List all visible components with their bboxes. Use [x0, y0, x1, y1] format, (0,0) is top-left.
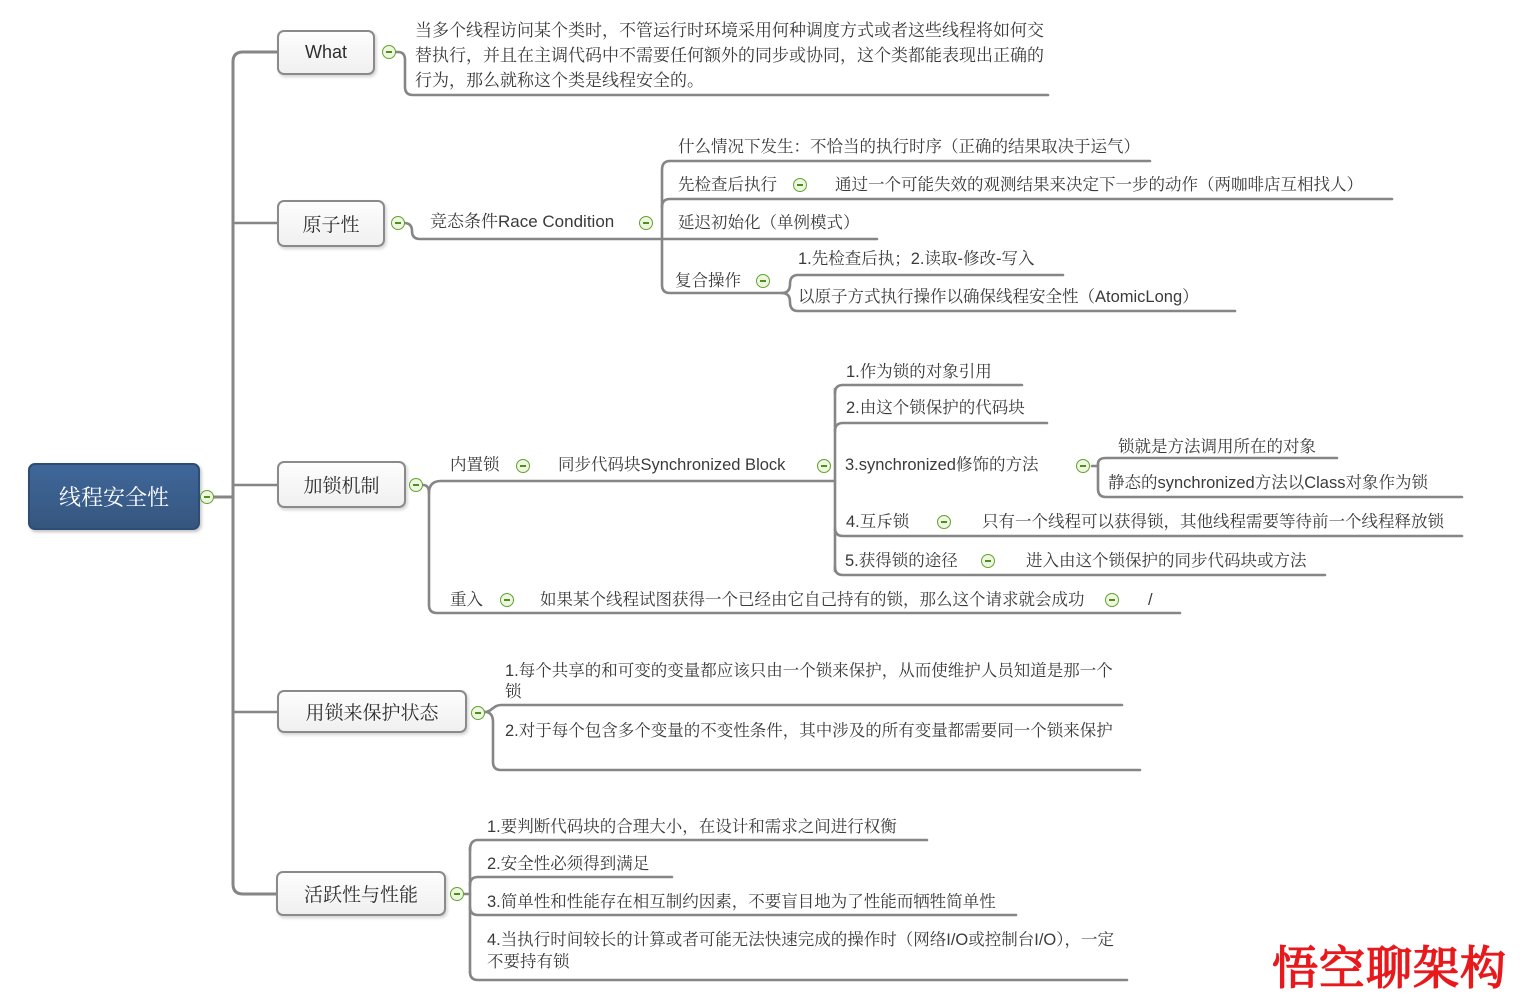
watermark-wukong: 悟空聊架构 — [1272, 942, 1507, 994]
topic-lazy-init[interactable]: 延迟初始化（单例模式） — [678, 214, 860, 232]
topic-compound-kinds[interactable]: 1.先检查后执；2.读取-修改-写入 — [798, 250, 1035, 268]
collapse-icon-reentrancy[interactable] — [500, 593, 514, 607]
topic-guarded-code-block[interactable]: 2.由这个锁保护的代码块 — [846, 399, 1025, 417]
collapse-icon-race-condition[interactable] — [639, 216, 653, 230]
topic-liveness-p1[interactable]: 1.要判断代码块的合理大小，在设计和需求之间进行权衡 — [487, 818, 897, 836]
topic-lock-object-ref[interactable]: 1.作为锁的对象引用 — [846, 363, 992, 381]
collapse-icon-intrinsic-lock[interactable] — [516, 459, 530, 473]
topic-locking[interactable]: 加锁机制 — [277, 461, 406, 508]
collapse-icon-synchronized-block[interactable] — [817, 459, 831, 473]
topic-mutex-lock-desc[interactable]: 只有一个线程可以获得锁，其他线程需要等待前一个线程释放锁 — [982, 513, 1444, 531]
topic-compound-atomic[interactable]: 以原子方式执行操作以确保线程安全性（AtomicLong） — [798, 288, 1199, 306]
topic-acquire-lock-way-desc[interactable]: 进入由这个锁保护的同步代码块或方法 — [1026, 552, 1307, 570]
topic-liveness-p4[interactable]: 4.当执行时间较长的计算或者可能无法快速完成的操作时（网络I/O或控制台I/O），一定不要持有锁 — [487, 931, 1115, 971]
topic-what-desc[interactable]: 当多个线程访问某个类时，不管运行时环境采用何种调度方式或者这些线程将如何交替执行，并且在主调代码中不需要任何额外的同步或协同，这个类都能表现出正确的行为，那么就称这个类是线程安全的。 — [415, 21, 1044, 90]
topic-guard-rule-1[interactable]: 1.每个共享的和可变的变量都应该只由一个锁来保护，从而使维护人员知道是那一个锁 — [505, 662, 1113, 701]
collapse-icon-acquire-lock-way[interactable] — [981, 554, 995, 568]
topic-acquire-lock-way[interactable]: 5.获得锁的途径 — [845, 552, 958, 570]
collapse-icon-liveness[interactable] — [450, 887, 464, 901]
collapse-icon-root[interactable] — [200, 490, 214, 504]
topic-reentrancy-desc[interactable]: 如果某个线程试图获得一个已经由它自己持有的锁，那么这个请求就会成功 — [540, 591, 1085, 609]
collapse-icon-guard-state[interactable] — [471, 706, 485, 720]
topic-liveness-p3[interactable]: 3.简单性和性能存在相互制约因素，不要盲目地为了性能而牺牲简单性 — [487, 893, 996, 911]
topic-synchronized-method[interactable]: 3.synchronized修饰的方法 — [845, 456, 1039, 474]
topic-liveness-p2[interactable]: 2.安全性必须得到满足 — [487, 855, 650, 873]
collapse-icon-what[interactable] — [382, 45, 396, 59]
topic-guard-state[interactable]: 用锁来保护状态 — [277, 690, 467, 733]
collapse-icon-mutex-lock[interactable] — [937, 515, 951, 529]
topic-check-then-act-desc[interactable]: 通过一个可能失效的观测结果来决定下一步的动作（两咖啡店互相找人） — [835, 176, 1363, 194]
topic-method-object-lock[interactable]: 锁就是方法调用所在的对象 — [1118, 438, 1316, 456]
topic-reentrancy-note[interactable]: / — [1148, 591, 1153, 609]
collapse-icon-check-then-act[interactable] — [793, 178, 807, 192]
topic-what[interactable]: What — [277, 30, 375, 75]
topic-reentrancy[interactable]: 重入 — [450, 591, 483, 609]
topic-mutex-lock[interactable]: 4.互斥锁 — [846, 513, 910, 531]
collapse-icon-synchronized-method[interactable] — [1076, 459, 1090, 473]
collapse-icon-reentrancy-desc[interactable] — [1105, 593, 1119, 607]
collapse-icon-compound-action[interactable] — [756, 274, 770, 288]
topic-guard-rule-2[interactable]: 2.对于每个包含多个变量的不变性条件，其中涉及的所有变量都需要同一个锁来保护 — [505, 722, 1113, 740]
topic-race-when[interactable]: 什么情况下发生：不恰当的执行时序（正确的结果取决于运气） — [678, 138, 1140, 156]
topic-race-condition[interactable]: 竞态条件Race Condition — [430, 212, 615, 231]
topic-atomicity[interactable]: 原子性 — [277, 200, 385, 247]
topic-compound-action[interactable]: 复合操作 — [675, 272, 741, 290]
topic-static-class-lock[interactable]: 静态的synchronized方法以Class对象作为锁 — [1108, 474, 1428, 492]
root-topic-thread-safety[interactable]: 线程安全性 — [28, 463, 200, 530]
topic-synchronized-block[interactable]: 同步代码块Synchronized Block — [558, 456, 786, 474]
topic-intrinsic-lock[interactable]: 内置锁 — [450, 456, 500, 474]
topic-check-then-act[interactable]: 先检查后执行 — [678, 176, 777, 194]
collapse-icon-atomicity[interactable] — [391, 216, 405, 230]
collapse-icon-locking[interactable] — [409, 478, 423, 492]
topic-liveness[interactable]: 活跃性与性能 — [276, 871, 446, 916]
